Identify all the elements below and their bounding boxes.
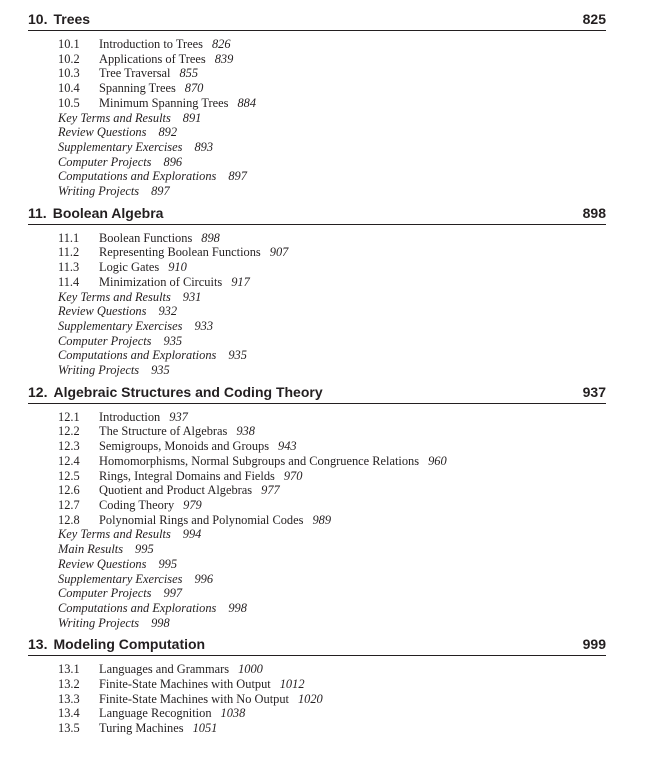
end-matter-title: Computer Projects xyxy=(58,586,152,601)
section-page-number: 937 xyxy=(169,409,188,424)
end-matter-page-number: 897 xyxy=(228,169,247,184)
section-page-number: 910 xyxy=(168,260,187,275)
chapter-title[interactable]: Boolean Algebra xyxy=(52,204,164,221)
section-number: 13.1 xyxy=(58,662,80,677)
section-entry[interactable] xyxy=(58,275,606,290)
table-of-contents xyxy=(28,10,606,741)
chapter-title[interactable]: Trees xyxy=(53,11,91,27)
end-matter-entry[interactable] xyxy=(58,184,606,199)
end-matter-page-number: 897 xyxy=(151,184,170,199)
end-matter-page-number: 935 xyxy=(151,363,170,378)
section-page-number: 1020 xyxy=(297,691,323,706)
end-matter-entry[interactable] xyxy=(58,140,606,155)
section-number: 12.6 xyxy=(58,483,80,498)
section-number: 11.4 xyxy=(58,274,80,289)
end-matter-title: Computations and Explorations xyxy=(58,348,217,363)
section-number: 12.4 xyxy=(58,453,80,468)
end-matter-page-number: 931 xyxy=(182,289,202,304)
section-number: 10.2 xyxy=(58,51,80,66)
end-matter-title: Key Terms and Results xyxy=(58,289,171,304)
end-matter-title: Writing Projects xyxy=(58,363,140,378)
section-entry[interactable] xyxy=(58,706,606,721)
end-matter-title: Key Terms and Results xyxy=(58,527,171,542)
section-page-number: 839 xyxy=(214,51,234,66)
chapter-page-number: 898 xyxy=(582,204,606,221)
end-matter-entry[interactable] xyxy=(58,169,606,184)
section-page-number: 989 xyxy=(312,512,332,527)
chapter-number: 11. xyxy=(28,204,47,221)
section-number: 12.7 xyxy=(58,497,80,512)
section-title: Semigroups, Monoids and Groups xyxy=(99,439,270,454)
section-entry[interactable] xyxy=(58,662,606,677)
end-matter-title: Computations and Explorations xyxy=(58,169,217,184)
end-matter-page-number: 896 xyxy=(163,154,183,169)
section-title: Minimum Spanning Trees xyxy=(99,95,229,110)
chapter-title-wrap xyxy=(28,204,163,222)
section-page-number: 826 xyxy=(211,37,231,51)
end-matter-page-number: 995 xyxy=(158,556,178,571)
section-number: 13.4 xyxy=(58,706,80,721)
section-page-number: 960 xyxy=(428,453,447,468)
section-page-number: 970 xyxy=(283,468,303,483)
chapter-block xyxy=(28,204,606,383)
section-title: Language Recognition xyxy=(99,706,212,721)
section-entry[interactable] xyxy=(58,498,606,513)
chapter-page-number: 999 xyxy=(582,636,606,653)
end-matter-entry[interactable] xyxy=(58,319,606,334)
end-matter-entry[interactable] xyxy=(58,363,606,378)
end-matter-entry[interactable] xyxy=(58,616,606,631)
end-matter-title: Writing Projects xyxy=(58,184,140,199)
chapter-title-wrap xyxy=(28,10,90,28)
section-title: Boolean Functions xyxy=(99,230,193,245)
end-matter-page-number: 891 xyxy=(182,110,202,125)
end-matter-page-number: 893 xyxy=(194,139,214,154)
end-matter-page-number: 998 xyxy=(228,600,247,615)
section-title: The Structure of Algebras xyxy=(99,424,228,439)
section-page-number: 898 xyxy=(201,230,220,245)
section-entry[interactable] xyxy=(58,410,606,425)
chapter-entries xyxy=(28,404,606,636)
chapter-entries xyxy=(28,656,606,741)
end-matter-entry[interactable] xyxy=(58,557,606,572)
chapter-title-wrap xyxy=(28,635,205,653)
section-entry[interactable] xyxy=(58,424,606,439)
section-entry[interactable] xyxy=(58,483,606,498)
section-number: 13.3 xyxy=(58,691,80,706)
section-title: Finite-State Machines with Output xyxy=(99,677,271,692)
section-page-number: 884 xyxy=(237,95,257,110)
chapter-title-wrap xyxy=(28,383,323,401)
chapter-block xyxy=(28,10,606,204)
end-matter-page-number: 996 xyxy=(194,571,214,586)
section-entry[interactable] xyxy=(58,454,606,469)
end-matter-title: Computer Projects xyxy=(58,333,152,348)
end-matter-page-number: 998 xyxy=(151,615,170,630)
end-matter-page-number: 935 xyxy=(228,348,247,363)
chapter-number: 12. xyxy=(28,383,48,400)
end-matter-entry[interactable] xyxy=(58,304,606,319)
end-matter-page-number: 997 xyxy=(163,586,183,601)
chapter-number: 10. xyxy=(28,11,48,27)
section-title: Minimization of Circuits xyxy=(99,274,223,289)
section-number: 12.2 xyxy=(58,424,80,439)
section-title: Logic Gates xyxy=(99,260,160,275)
end-matter-page-number: 935 xyxy=(163,333,183,348)
section-entry[interactable] xyxy=(58,52,606,67)
section-number: 13.2 xyxy=(58,677,80,692)
section-entry[interactable] xyxy=(58,439,606,454)
section-title: Turing Machines xyxy=(99,721,184,736)
section-title: Applications of Trees xyxy=(99,51,206,66)
section-title: Rings, Integral Domains and Fields xyxy=(99,468,275,483)
chapter-page-number: 825 xyxy=(582,11,606,27)
section-entry[interactable] xyxy=(58,513,606,528)
section-page-number: 1038 xyxy=(220,706,246,721)
chapter-title[interactable]: Modeling Computation xyxy=(53,636,206,653)
section-entry[interactable] xyxy=(58,66,606,81)
section-page-number: 917 xyxy=(231,274,250,289)
chapter-entries xyxy=(28,31,606,204)
section-entry[interactable] xyxy=(58,721,606,736)
end-matter-entry[interactable] xyxy=(58,601,606,616)
end-matter-title: Main Results xyxy=(58,542,124,557)
end-matter-entry[interactable] xyxy=(58,348,606,363)
section-title: Homomorphisms, Normal Subgroups and Congruence Relations xyxy=(99,453,420,468)
section-page-number: 938 xyxy=(236,424,255,439)
end-matter-entry[interactable] xyxy=(58,125,606,140)
section-title: Languages and Grammars xyxy=(99,662,230,677)
end-matter-entry[interactable] xyxy=(58,572,606,587)
end-matter-title: Computations and Explorations xyxy=(58,600,217,615)
end-matter-entry[interactable] xyxy=(58,155,606,170)
end-matter-title: Supplementary Exercises xyxy=(58,318,183,333)
section-entry[interactable] xyxy=(58,677,606,692)
chapter-title[interactable]: Algebraic Structures and Coding Theory xyxy=(53,383,323,400)
chapter-block xyxy=(28,383,606,636)
chapter-header xyxy=(28,10,606,31)
section-entry[interactable] xyxy=(58,231,606,246)
section-entry[interactable] xyxy=(58,692,606,707)
section-number: 10.4 xyxy=(58,81,80,96)
section-number: 11.1 xyxy=(58,230,80,245)
end-matter-title: Review Questions xyxy=(58,556,147,571)
end-matter-title: Computer Projects xyxy=(58,154,152,169)
end-matter-page-number: 933 xyxy=(194,318,214,333)
section-page-number: 1000 xyxy=(238,662,263,677)
section-page-number: 855 xyxy=(179,66,199,81)
section-title: Introduction xyxy=(99,409,161,424)
section-title: Coding Theory xyxy=(99,497,175,512)
end-matter-title: Review Questions xyxy=(58,125,147,140)
section-page-number: 979 xyxy=(183,497,202,512)
section-entry[interactable] xyxy=(58,37,606,52)
section-number: 10.1 xyxy=(58,37,80,51)
section-page-number: 977 xyxy=(261,483,280,498)
chapter-block xyxy=(28,635,606,741)
section-page-number: 1051 xyxy=(192,721,218,736)
end-matter-title: Supplementary Exercises xyxy=(58,571,183,586)
end-matter-entry[interactable] xyxy=(58,334,606,349)
end-matter-entry[interactable] xyxy=(58,527,606,542)
section-entry[interactable] xyxy=(58,96,606,111)
section-entry[interactable] xyxy=(58,469,606,484)
section-number: 11.2 xyxy=(58,245,80,260)
end-matter-page-number: 995 xyxy=(135,542,154,557)
end-matter-entry[interactable] xyxy=(58,542,606,557)
section-number: 10.3 xyxy=(58,66,80,81)
section-entry[interactable] xyxy=(58,260,606,275)
section-title: Representing Boolean Functions xyxy=(99,245,261,260)
section-entry[interactable] xyxy=(58,245,606,260)
chapter-page-number: 937 xyxy=(582,383,606,400)
end-matter-entry[interactable] xyxy=(58,290,606,305)
chapter-header xyxy=(28,204,606,225)
section-number: 12.1 xyxy=(58,409,80,424)
end-matter-title: Supplementary Exercises xyxy=(58,139,183,154)
section-title: Quotient and Product Algebras xyxy=(99,483,253,498)
end-matter-entry[interactable] xyxy=(58,586,606,601)
chapter-header xyxy=(28,635,606,656)
end-matter-page-number: 892 xyxy=(158,125,178,140)
section-number: 12.5 xyxy=(58,468,80,483)
chapter-number: 13. xyxy=(28,636,48,653)
section-entry[interactable] xyxy=(58,81,606,96)
end-matter-page-number: 994 xyxy=(182,527,202,542)
section-title: Spanning Trees xyxy=(99,81,176,96)
section-page-number: 870 xyxy=(184,81,204,96)
section-page-number: 1012 xyxy=(279,677,305,692)
end-matter-title: Review Questions xyxy=(58,304,147,319)
section-title: Introduction to Trees xyxy=(99,37,203,51)
section-number: 11.3 xyxy=(58,260,80,275)
end-matter-entry[interactable] xyxy=(58,111,606,126)
section-page-number: 907 xyxy=(269,245,289,260)
section-title: Polynomial Rings and Polynomial Codes xyxy=(99,512,304,527)
section-title: Tree Traversal xyxy=(99,66,171,81)
end-matter-title: Writing Projects xyxy=(58,615,140,630)
chapter-entries xyxy=(28,225,606,383)
chapter-header xyxy=(28,383,606,404)
section-number: 12.8 xyxy=(58,512,80,527)
section-page-number: 943 xyxy=(278,439,297,454)
section-number: 13.5 xyxy=(58,721,80,736)
section-number: 10.5 xyxy=(58,95,80,110)
end-matter-title: Key Terms and Results xyxy=(58,110,171,125)
section-title: Finite-State Machines with No Output xyxy=(99,691,289,706)
end-matter-page-number: 932 xyxy=(158,304,178,319)
section-number: 12.3 xyxy=(58,439,80,454)
